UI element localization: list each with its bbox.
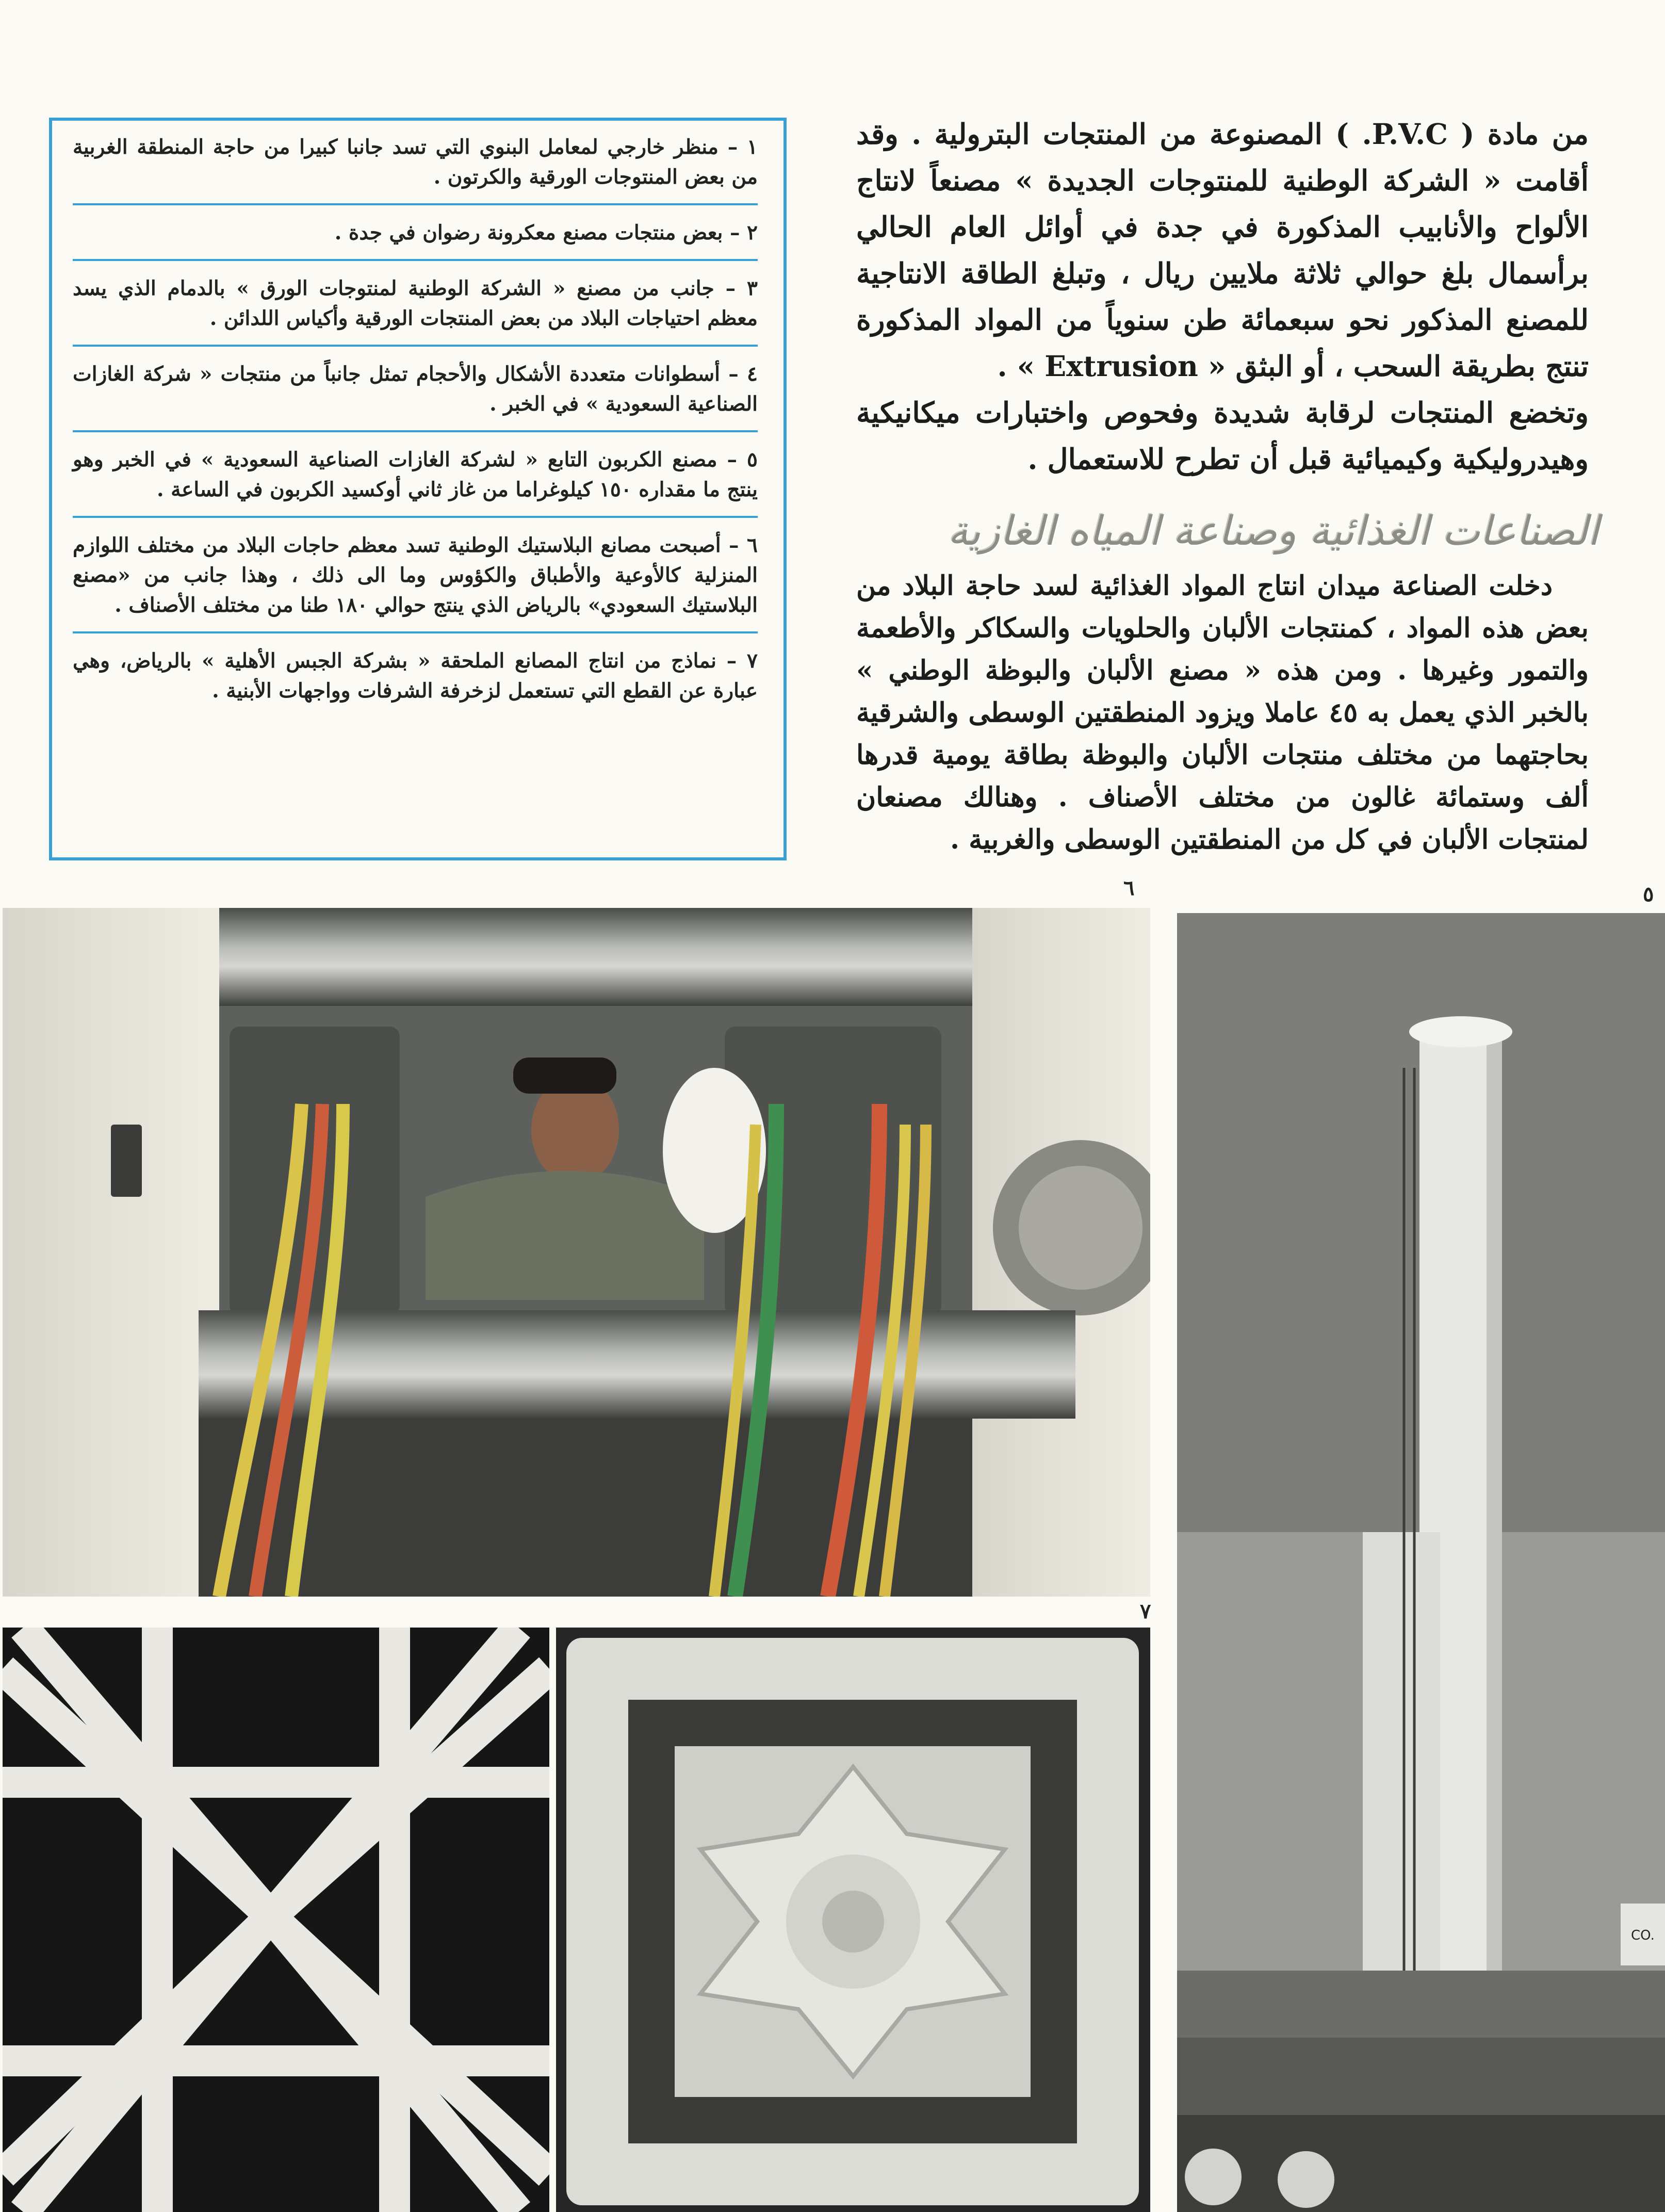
article-paragraph: من مادة ( P.V.C. ) المصنوعة من المنتجات البترولية . وقد أقامت « الشركة الوطنية للمنتوجات الجديدة » مصنعاً لانتاج الألواح والأنابيب المذكورة في جدة في أوائل العام الحالي برأسمال بلغ حوالي ثلاثة ملايين ريال ، وتبلغ الطاقة الانتاجية للمصنع المذكور نحو سبعمائة طن سنوياً من المواد المذكورة تنتج بطريقة السحب ، أو البثق « Extrusion » . <box>856 117 1589 383</box>
plastic-factory-photo <box>3 908 1150 1597</box>
photo-number-5: ٥ <box>1643 882 1654 906</box>
article-bottom-text <box>856 565 1589 861</box>
plaster-lattice-photo <box>3 1628 549 2212</box>
caption-1: ١ – منظر خارجي لمعامل البنوي التي تسد جانبا كبيرا من حاجة المنطقة الغربية من بعض المنتوجات الورقية والكرتون . <box>73 132 758 205</box>
carbon-plant-photo <box>1177 913 1665 2212</box>
article-top-text <box>856 111 1589 482</box>
caption-6: ٦ – أصبحت مصانع البلاستيك الوطنية تسد معظم حاجات البلاد من مختلف اللوازم المنزلية كالأوعية والأطباق والكؤوس وما الى ذلك ، وهذا جانب من «مصنع البلاستيك السعودي» بالرياض الذي ينتج حوالي ١٨٠ طنا من مختلف الأصناف . <box>73 530 758 633</box>
caption-5: ٥ – مصنع الكربون التابع « لشركة الغازات الصناعية السعودية » في الخبر وهو ينتج ما مقداره ١٥٠ كيلوغراما من غاز ثاني أوكسيد الكربون في الساعة . <box>73 445 758 518</box>
machine-illustration <box>3 908 1150 1597</box>
stack-sign-text: CO. <box>1631 1928 1655 1943</box>
photo-number-7: ٧ <box>1140 1599 1151 1623</box>
caption-7: ٧ – نماذج من انتاج المصانع الملحقة « بشركة الجبس الأهلية » بالرياض، وهي عبارة عن القطع التي تستعمل لزخرفة الشرفات وواجهات الأبنية . <box>73 649 758 703</box>
stack-illustration <box>1177 913 1665 2212</box>
section-heading: الصناعات الغذائية وصناعة المياه الغازية <box>948 508 1599 555</box>
article-paragraph: دخلت الصناعة ميدان انتاج المواد الغذائية لسد حاجة البلاد من بعض هذه المواد ، كمنتجات الألبان والحلويات والسكاكر والأطعمة والتمور وغيرها . ومن هذه « مصنع الألبان والبوظة الوطني » بالخبر الذي يعمل به ٤٥ عاملا ويزود المنطقتين الوسطى والشرقية بحاجتهما من مختلف منتجات الألبان والبوظة بطاقة يومية قدرها ألف وستمائة غالون من مختلف الأصناف . وهنالك مصنعان لمنتجات الألبان في كل من المنطقتين الوسطى والغربية . <box>856 570 1589 855</box>
caption-box <box>49 118 787 860</box>
caption-3: ٣ – جانب من مصنع « الشركة الوطنية لمنتوجات الورق » بالدمام الذي يسد معظم احتياجات البلاد من بعض المنتجات الورقية وأكياس اللدائن . <box>73 273 758 347</box>
tile-illustration <box>556 1628 1150 2212</box>
plaster-tile-photo <box>556 1628 1150 2212</box>
caption-2: ٢ – بعض منتجات مصنع معكرونة رضوان في جدة . <box>73 218 758 261</box>
caption-4: ٤ – أسطوانات متعددة الأشكال والأحجام تمثل جانباً من منتجات « شركة الغازات الصناعية السعودية » في الخبر . <box>73 359 758 432</box>
article-paragraph: وتخضع المنتجات لرقابة شديدة وفحوص واختبارات ميكانيكية وهيدروليكية وكيميائية قبل أن تطرح للاستعمال . <box>856 396 1589 476</box>
photo-number-6: ٦ <box>1123 876 1135 900</box>
lattice-illustration <box>3 1628 549 2212</box>
